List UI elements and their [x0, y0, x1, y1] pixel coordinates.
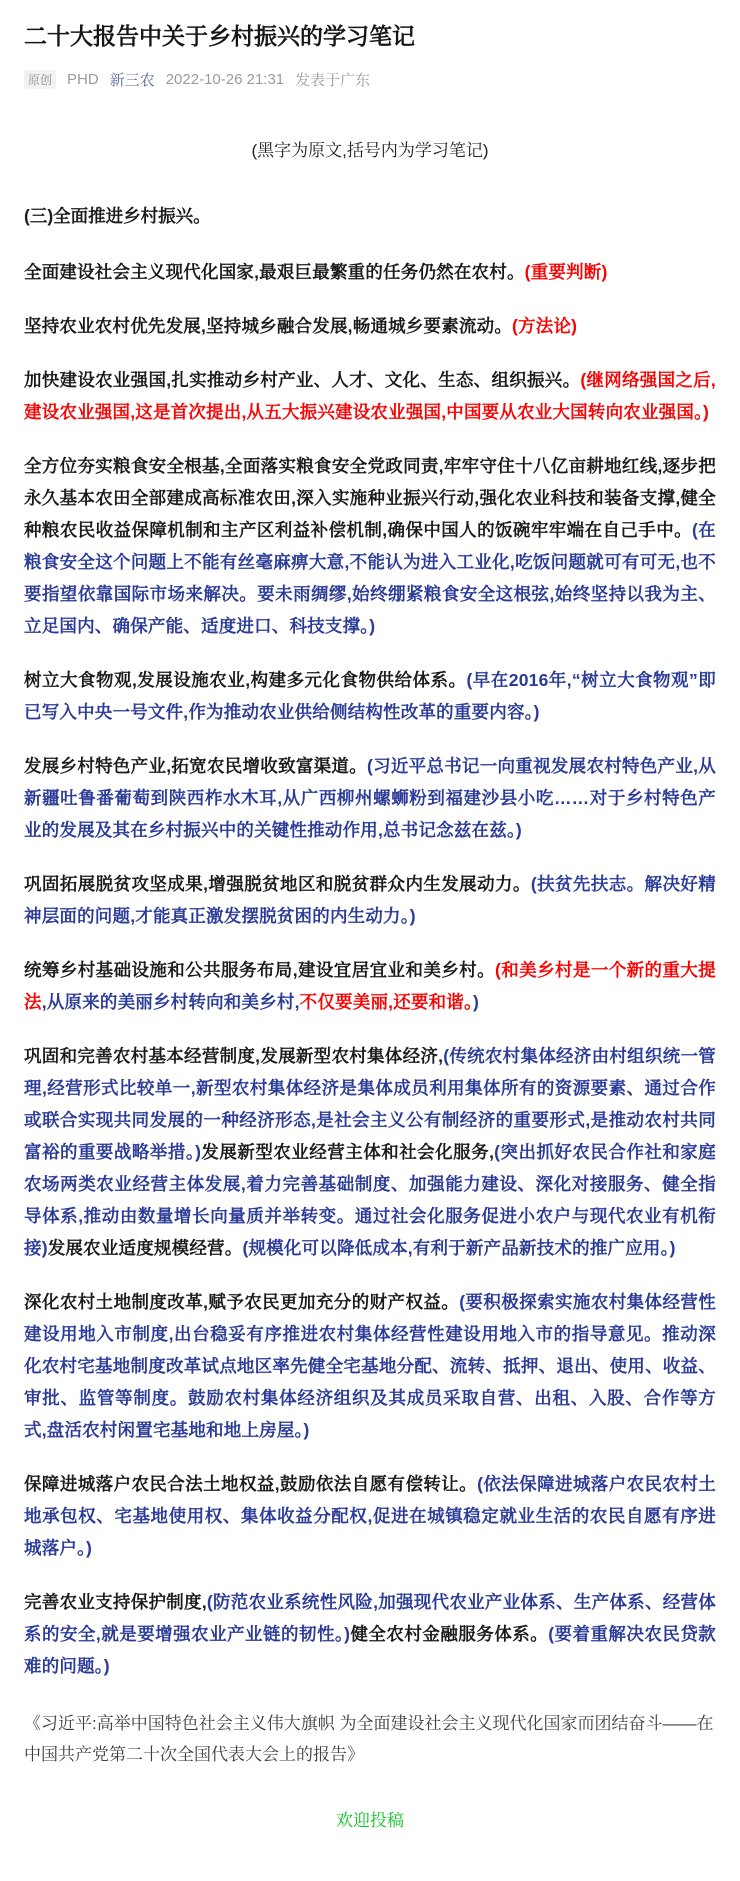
author-name: PHD: [67, 71, 99, 89]
paragraph: [24, 750, 716, 846]
text-segment-red: 不仅要美丽,还要和谐。: [299, 992, 473, 1013]
paragraph: [24, 364, 716, 428]
text-segment-blue: (早在2016年,“树立大食物观”即已写入中央一号文件,作为推动农业供给侧结构性改革的重要内容。): [24, 670, 716, 723]
report-reference: 《习近平:高举中国特色社会主义伟大旗帜 为全面建设社会主义现代化国家而团结奋斗——在中国共产党第二十次全国代表大会上的报告》: [24, 1714, 714, 1765]
text-segment-black: 坚持农业农村优先发展,坚持城乡融合发展,畅通城乡要素流动。: [24, 316, 513, 337]
text-segment-blue: (防范农业系统性风险,加强现代农业产业体系、生产体系、经营体系的安全,就是要增强农业产业链的韧性。): [24, 1592, 717, 1645]
text-segment-black: 巩固拓展脱贫攻坚成果,增强脱贫地区和脱贫群众内生发展动力。: [24, 874, 531, 895]
paragraph: [24, 256, 716, 288]
text-segment-blue: (扶贫先扶志。解决好精神层面的问题,才能真正激发摆脱贫困的内生动力。): [24, 874, 716, 927]
text-segment-black: 全方位夯实粮食安全根基,全面落实粮食安全党政同责,牢牢守住十八亿亩耕地红线,逐步把永久基本农田全部建成高标准农田,深入实施种业振兴行动,强化农业科技和装备支撑,健全种粮农民收益保障机制和主产区利益补偿机制,确保中国人的饭碗牢牢端在自己手中。: [24, 456, 716, 541]
paragraph: [24, 1468, 716, 1564]
original-badge: 原创: [24, 70, 56, 89]
text-segment-black: 健全农村金融服务体系。: [350, 1624, 549, 1645]
article-body: [24, 256, 716, 1682]
text-segment-black: 巩固和完善农村基本经营制度,发展新型农村集体经济,: [24, 1046, 444, 1067]
text-segment-black: 加快建设农业强国,扎实推动乡村产业、人才、文化、生态、组织振兴。: [24, 370, 581, 391]
publish-location: 发表于广东: [295, 72, 371, 90]
paragraph: [24, 868, 716, 932]
section-heading: (三)全面推进乡村振兴。: [24, 206, 211, 227]
publish-datetime: 2022-10-26 21:31: [165, 71, 285, 89]
text-segment-red: (方法论): [512, 316, 578, 337]
text-segment-black: 树立大食物观,发展设施农业,构建多元化食物供给体系。: [24, 670, 467, 691]
text-segment-blue: ): [472, 992, 479, 1013]
text-segment-black: 统筹乡村基础设施和公共服务布局,建设宜居宜业和美乡村。: [24, 960, 496, 981]
account-link[interactable]: 新三农: [109, 72, 155, 90]
text-segment-blue: (要积极探索实施农村集体经营性建设用地入市制度,出台稳妥有序推进农村集体经营性建设用地入市的指导意见。推动深化农村宅基地制度改革试点地区率先健全宅基地分配、流转、抵押、退出、使用、收益、审批、监管等制度。鼓励农村集体经济组织及其成员采取自营、出租、入股、合作等方式,盘活农村闲置宅基地和地上房屋。): [24, 1292, 716, 1441]
text-segment-black: 发展新型农业经营主体和社会化服务,: [201, 1142, 495, 1163]
article-meta: [24, 69, 716, 90]
submit-link[interactable]: 欢迎投稿: [336, 1811, 404, 1831]
paragraph: [24, 310, 716, 342]
article-title: 二十大报告中关于乡村振兴的学习笔记: [24, 23, 415, 49]
text-segment-black: 全面建设社会主义现代化国家,最艰巨最繁重的任务仍然在农村。: [24, 262, 525, 283]
paragraph: [24, 450, 716, 642]
text-segment-red: (和美乡村是一个新的重大提法: [24, 960, 716, 1013]
text-segment-blue: (突出抓好农民合作社和家庭农场两类农业经营主体发展,着力完善基础制度、加强能力建设、深化对接服务、健全指导体系,推动由数量增长向量质并举转变。通过社会化服务促进小农户与现代农业有机衔接): [24, 1142, 716, 1259]
text-segment-blue: (习近平总书记一向重视发展农村特色产业,从新疆吐鲁番葡萄到陕西柞水木耳,从广西柳州螺蛳粉到福建沙县小吃……对于乡村特色产业的发展及其在乡村振兴中的关键性推动作用,总书记念兹在兹。): [24, 756, 716, 841]
paragraph: [24, 664, 716, 728]
text-segment-blue: (在粮食安全这个问题上不能有丝毫麻痹大意,不能认为进入工业化,吃饭问题就可有可无,也不要指望依靠国际市场来解决。要未雨绸缪,始终绷紧粮食安全这根弦,始终坚持以我为主、立足国内、确保产能、适度进口、科技支撑。): [24, 520, 716, 637]
legend-note: (黑字为原文,括号内为学习笔记): [251, 141, 489, 161]
text-segment-blue: (依法保障进城落户农民农村土地承包权、宅基地使用权、集体收益分配权,促进在城镇稳定就业生活的农民自愿有序进城落户。): [24, 1474, 716, 1559]
text-segment-blue: (传统农村集体经济由村组织统一管理,经营形式比较单一,新型农村集体经济是集体成员利用集体所有的资源要素、通过合作或联合实现共同发展的一种经济形态,是社会主义公有制经济的重要形式,是推动农村共同富裕的重要战略举措。): [24, 1046, 716, 1163]
paragraph: [24, 954, 716, 1018]
text-segment-black: 深化农村土地制度改革,赋予农民更加充分的财产权益。: [24, 1292, 460, 1313]
text-segment-black: 发展农业适度规模经营。: [47, 1238, 243, 1259]
text-segment-red: (重要判断): [524, 262, 608, 283]
paragraph: [24, 1586, 716, 1682]
paragraph: [24, 1286, 716, 1446]
text-segment-red: (继网络强国之后,建设农业强国,这是首次提出,从五大振兴建设农业强国,中国要从农业大国转向农业强国。): [24, 370, 716, 423]
text-segment-black: 完善农业支持保护制度,: [24, 1592, 207, 1613]
text-segment-blue: (规模化可以降低成本,有利于新产品新技术的推广应用。): [242, 1238, 676, 1259]
submit-row: [24, 1806, 716, 1831]
text-segment-black: 保障进城落户农民合法土地权益,鼓励依法自愿有偿转让。: [24, 1474, 478, 1495]
text-segment-blue: ,从原来的美丽乡村转向和美乡村,: [41, 992, 300, 1013]
text-segment-blue: (要着重解决农民贷款难的问题。): [24, 1624, 716, 1677]
text-segment-black: 发展乡村特色产业,拓宽农民增收致富渠道。: [24, 756, 367, 777]
paragraph: [24, 1040, 716, 1264]
